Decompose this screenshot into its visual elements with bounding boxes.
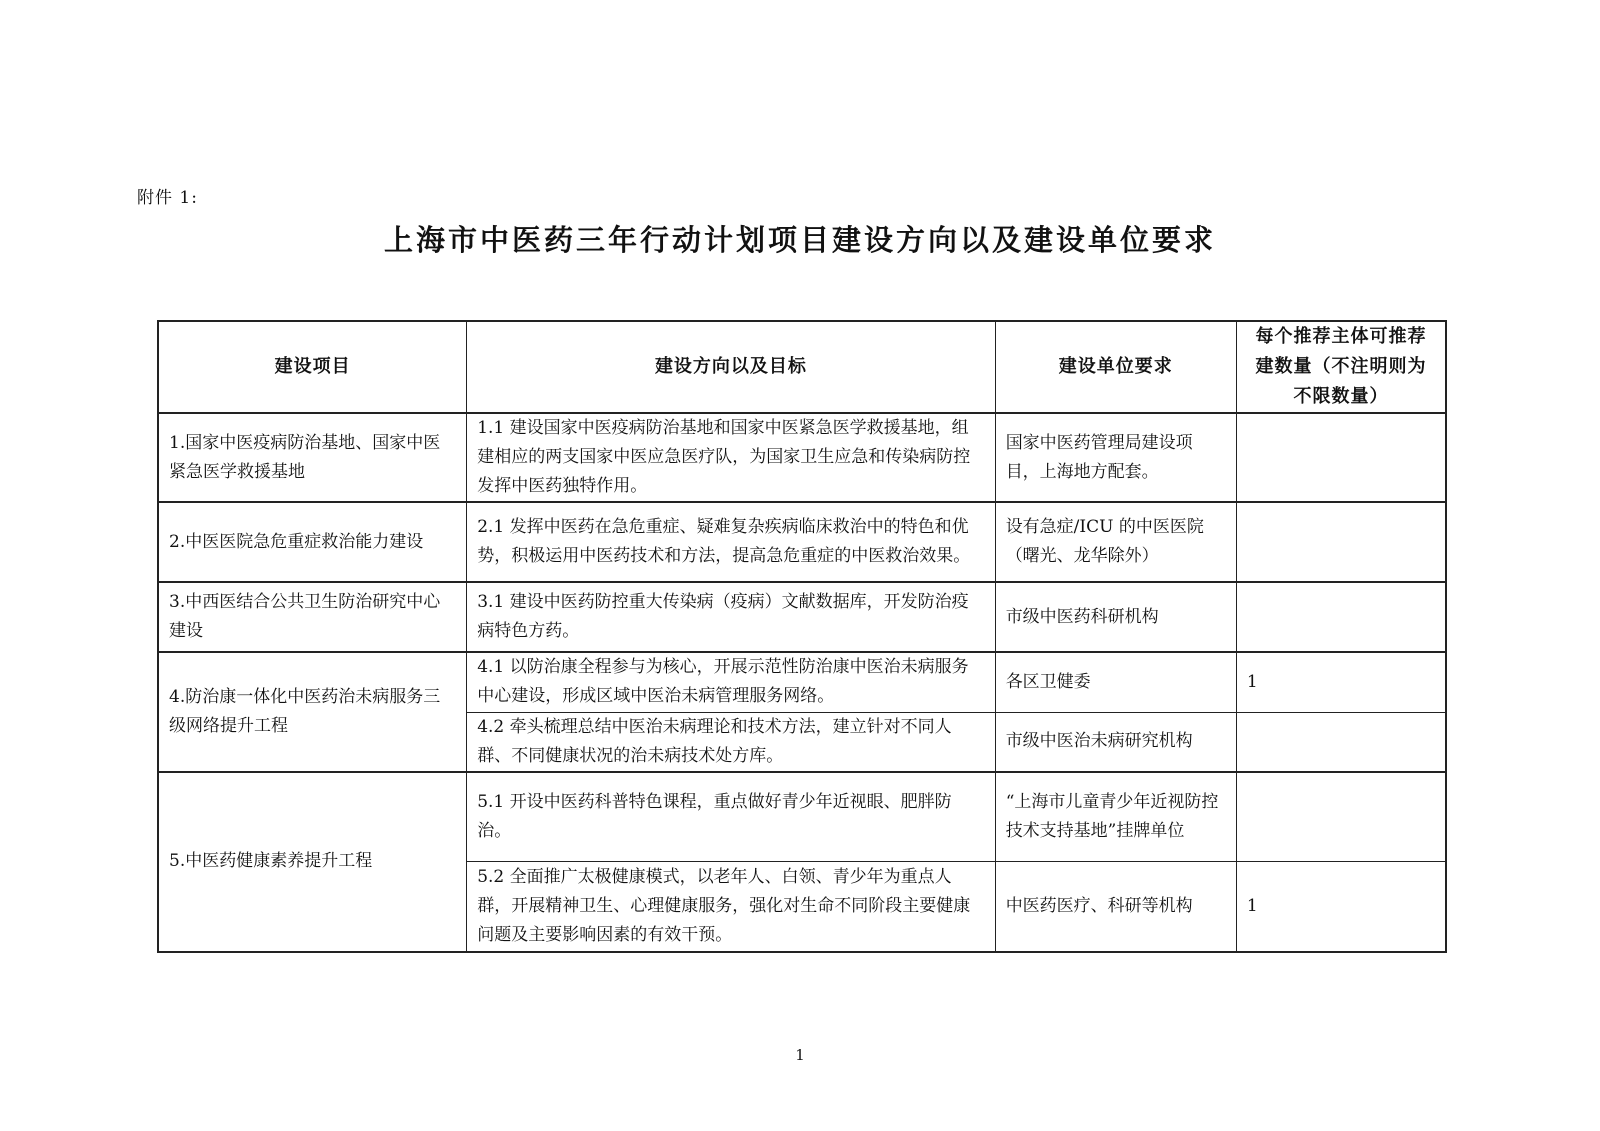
header-count: 每个推荐主体可推荐建数量（不注明则为不限数量） bbox=[1236, 321, 1446, 413]
table-row bbox=[158, 772, 1446, 862]
row-requirement: 市级中医治未病研究机构 bbox=[995, 712, 1236, 772]
page-number: 1 bbox=[795, 1046, 805, 1064]
project-table bbox=[157, 320, 1447, 953]
row-project: 3.中西医结合公共卫生防治研究中心建设 bbox=[158, 582, 467, 652]
row-direction: 2.1 发挥中医药在急危重症、疑难复杂疾病临床救治中的特色和优势，积极运用中医药技术和方法，提高急危重症的中医救治效果。 bbox=[467, 502, 995, 582]
row-count: 1 bbox=[1236, 652, 1446, 712]
row-direction: 1.1 建设国家中医疫病防治基地和国家中医紧急医学救援基地，组建相应的两支国家中医应急医疗队，为国家卫生应急和传染病防控发挥中医药独特作用。 bbox=[467, 413, 995, 502]
row-requirement: 设有急症/ICU 的中医医院（曙光、龙华除外） bbox=[995, 502, 1236, 582]
row-project: 5.中医药健康素养提升工程 bbox=[158, 772, 467, 952]
header-project: 建设项目 bbox=[158, 321, 467, 413]
row-requirement: “上海市儿童青少年近视防控技术支持基地”挂牌单位 bbox=[995, 772, 1236, 862]
attachment-label: 附件 1: bbox=[137, 188, 198, 208]
table-row bbox=[158, 413, 1446, 502]
document-title: 上海市中医药三年行动计划项目建设方向以及建设单位要求 bbox=[383, 223, 1216, 257]
row-direction: 5.2 全面推广太极健康模式，以老年人、白领、青少年为重点人群，开展精神卫生、心理健康服务，强化对生命不同阶段主要健康问题及主要影响因素的有效干预。 bbox=[467, 862, 995, 952]
row-direction: 3.1 建设中医药防控重大传染病（疫病）文献数据库，开发防治疫病特色方药。 bbox=[467, 582, 995, 652]
table-row bbox=[158, 582, 1446, 652]
row-direction: 4.1 以防治康全程参与为核心，开展示范性防治康中医治未病服务中心建设，形成区域中医治未病管理服务网络。 bbox=[467, 652, 995, 712]
table-row bbox=[158, 652, 1446, 712]
row-requirement: 市级中医药科研机构 bbox=[995, 582, 1236, 652]
row-direction: 5.1 开设中医药科普特色课程，重点做好青少年近视眼、肥胖防治。 bbox=[467, 772, 995, 862]
header-direction: 建设方向以及目标 bbox=[467, 321, 995, 413]
row-count bbox=[1236, 772, 1446, 862]
row-direction: 4.2 牵头梳理总结中医治未病理论和技术方法，建立针对不同人群、不同健康状况的治未病技术处方库。 bbox=[467, 712, 995, 772]
row-requirement: 国家中医药管理局建设项目，上海地方配套。 bbox=[995, 413, 1236, 502]
row-count bbox=[1236, 712, 1446, 772]
header-requirement: 建设单位要求 bbox=[995, 321, 1236, 413]
row-count bbox=[1236, 413, 1446, 502]
row-count: 1 bbox=[1236, 862, 1446, 952]
table-row bbox=[158, 502, 1446, 582]
table-header-row bbox=[158, 321, 1446, 413]
row-count bbox=[1236, 582, 1446, 652]
row-project: 1.国家中医疫病防治基地、国家中医紧急医学救援基地 bbox=[158, 413, 467, 502]
row-project: 4.防治康一体化中医药治未病服务三级网络提升工程 bbox=[158, 652, 467, 772]
row-requirement: 各区卫健委 bbox=[995, 652, 1236, 712]
row-count bbox=[1236, 502, 1446, 582]
row-project: 2.中医医院急危重症救治能力建设 bbox=[158, 502, 467, 582]
row-requirement: 中医药医疗、科研等机构 bbox=[995, 862, 1236, 952]
